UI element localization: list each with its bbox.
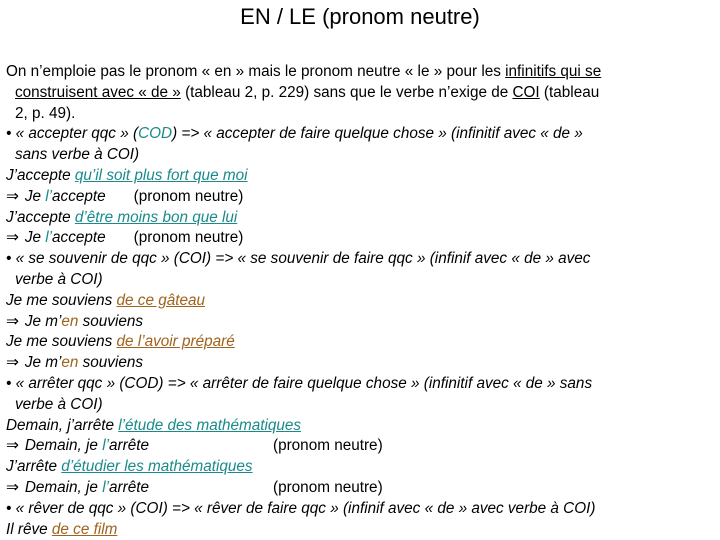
page-title: EN / LE (pronom neutre)	[240, 4, 480, 29]
example-text: Je	[24, 229, 46, 247]
example-4	[6, 332, 714, 353]
bullet-rever-line-1: • « rêver de qqc » (COI) => « rêver de faire qqc » (infinif avec « de » avec verbe à COI)	[6, 499, 596, 517]
neutral-pronoun-note: (pronom neutre)	[272, 437, 383, 455]
example-1-result	[6, 187, 714, 208]
cod-label: COD	[138, 125, 173, 143]
pronoun: en	[61, 354, 79, 372]
example-6-result	[6, 478, 714, 499]
example-text: Il rêve	[6, 520, 52, 538]
implies-arrow-icon: ⇒	[6, 229, 19, 247]
example-text: arrête	[109, 478, 149, 496]
bullet-souvenir-line-1: • « se souvenir de qqc » (COI) => « se souvenir de faire qqc » (infinif avec « de » avec	[6, 250, 591, 268]
example-text: J’arrête	[6, 458, 62, 476]
example-text: souviens	[78, 354, 144, 372]
example-text: Je m’	[24, 354, 62, 372]
implies-arrow-icon: ⇒	[6, 437, 19, 455]
example-infinitive: d’être moins bon que lui	[74, 208, 238, 226]
intro-underlined: infinitifs qui se	[505, 63, 602, 80]
pronoun: l’	[45, 187, 53, 205]
pronoun: l’	[102, 478, 110, 496]
pronoun: l’	[45, 229, 53, 247]
example-text: arrête	[109, 437, 149, 455]
intro-text: (tableau 2, p. 229) sans que le verbe n’exige de	[180, 83, 513, 101]
intro-underlined: construisent avec « de »	[15, 83, 181, 101]
bullet-accepter-line-2: sans verbe à COI)	[15, 146, 140, 164]
implies-arrow-icon: ⇒	[6, 187, 19, 205]
intro-text: On n’emploie pas le pronom « en » mais le pronom neutre « le » pour les	[6, 63, 506, 80]
pronoun: en	[61, 312, 79, 330]
example-text: Je m’	[24, 312, 62, 330]
pronoun: l’	[102, 437, 110, 455]
example-text: Je	[24, 187, 46, 205]
example-complement: l’étude des mathématiques	[118, 416, 302, 434]
document-body	[6, 62, 714, 540]
example-infinitive: de l’avoir préparé	[116, 333, 235, 351]
intro-line-2	[6, 83, 714, 104]
example-2	[6, 208, 714, 229]
example-complement: de ce gâteau	[116, 291, 205, 309]
example-text: accepte	[52, 229, 106, 247]
example-2-result	[6, 228, 714, 249]
implies-arrow-icon: ⇒	[6, 478, 19, 496]
example-3-result	[6, 312, 714, 333]
example-3	[6, 291, 714, 312]
neutral-pronoun-note: (pronom neutre)	[133, 229, 244, 247]
intro-line-3: 2, p. 49).	[15, 104, 76, 122]
example-text: Demain, j’arrête	[6, 416, 119, 434]
example-text: accepte	[52, 187, 106, 205]
example-text: souviens	[78, 312, 144, 330]
example-infinitive: qu’il soit plus fort que moi	[74, 166, 248, 184]
example-7	[6, 520, 714, 540]
example-4-result	[6, 353, 714, 374]
example-text: J’accepte	[6, 166, 75, 184]
neutral-pronoun-note: (pronom neutre)	[272, 478, 383, 496]
example-text: J’accepte	[6, 208, 75, 226]
example-5-result	[6, 436, 714, 457]
bullet-accepter-line-1	[6, 124, 714, 145]
bullet-arreter-line-1: • « arrêter qqc » (COD) => « arrêter de faire quelque chose » (infinitif avec « de » sans	[6, 374, 593, 392]
example-5	[6, 416, 714, 437]
implies-arrow-icon: ⇒	[6, 354, 19, 372]
intro-line-1	[6, 62, 714, 83]
example-text: Je me souviens	[6, 291, 117, 309]
implies-arrow-icon: ⇒	[6, 312, 19, 330]
bullet-arreter-line-2: verbe à COI)	[15, 395, 103, 413]
example-text: Demain, je	[24, 437, 103, 455]
example-text: Je me souviens	[6, 333, 117, 351]
example-complement: de ce film	[51, 520, 118, 538]
intro-underlined: COI	[512, 83, 540, 101]
bullet-text: ) => « accepter de faire quelque chose » (infinitif avec « de »	[172, 125, 583, 143]
example-text: Demain, je	[24, 478, 103, 496]
example-1	[6, 166, 714, 187]
intro-text: (tableau	[539, 83, 600, 101]
example-6	[6, 457, 714, 478]
bullet-souvenir-line-2: verbe à COI)	[15, 270, 103, 288]
neutral-pronoun-note: (pronom neutre)	[133, 187, 244, 205]
bullet-text: • « accepter qqc » (	[6, 125, 139, 143]
example-infinitive: d’étudier les mathématiques	[61, 458, 253, 476]
